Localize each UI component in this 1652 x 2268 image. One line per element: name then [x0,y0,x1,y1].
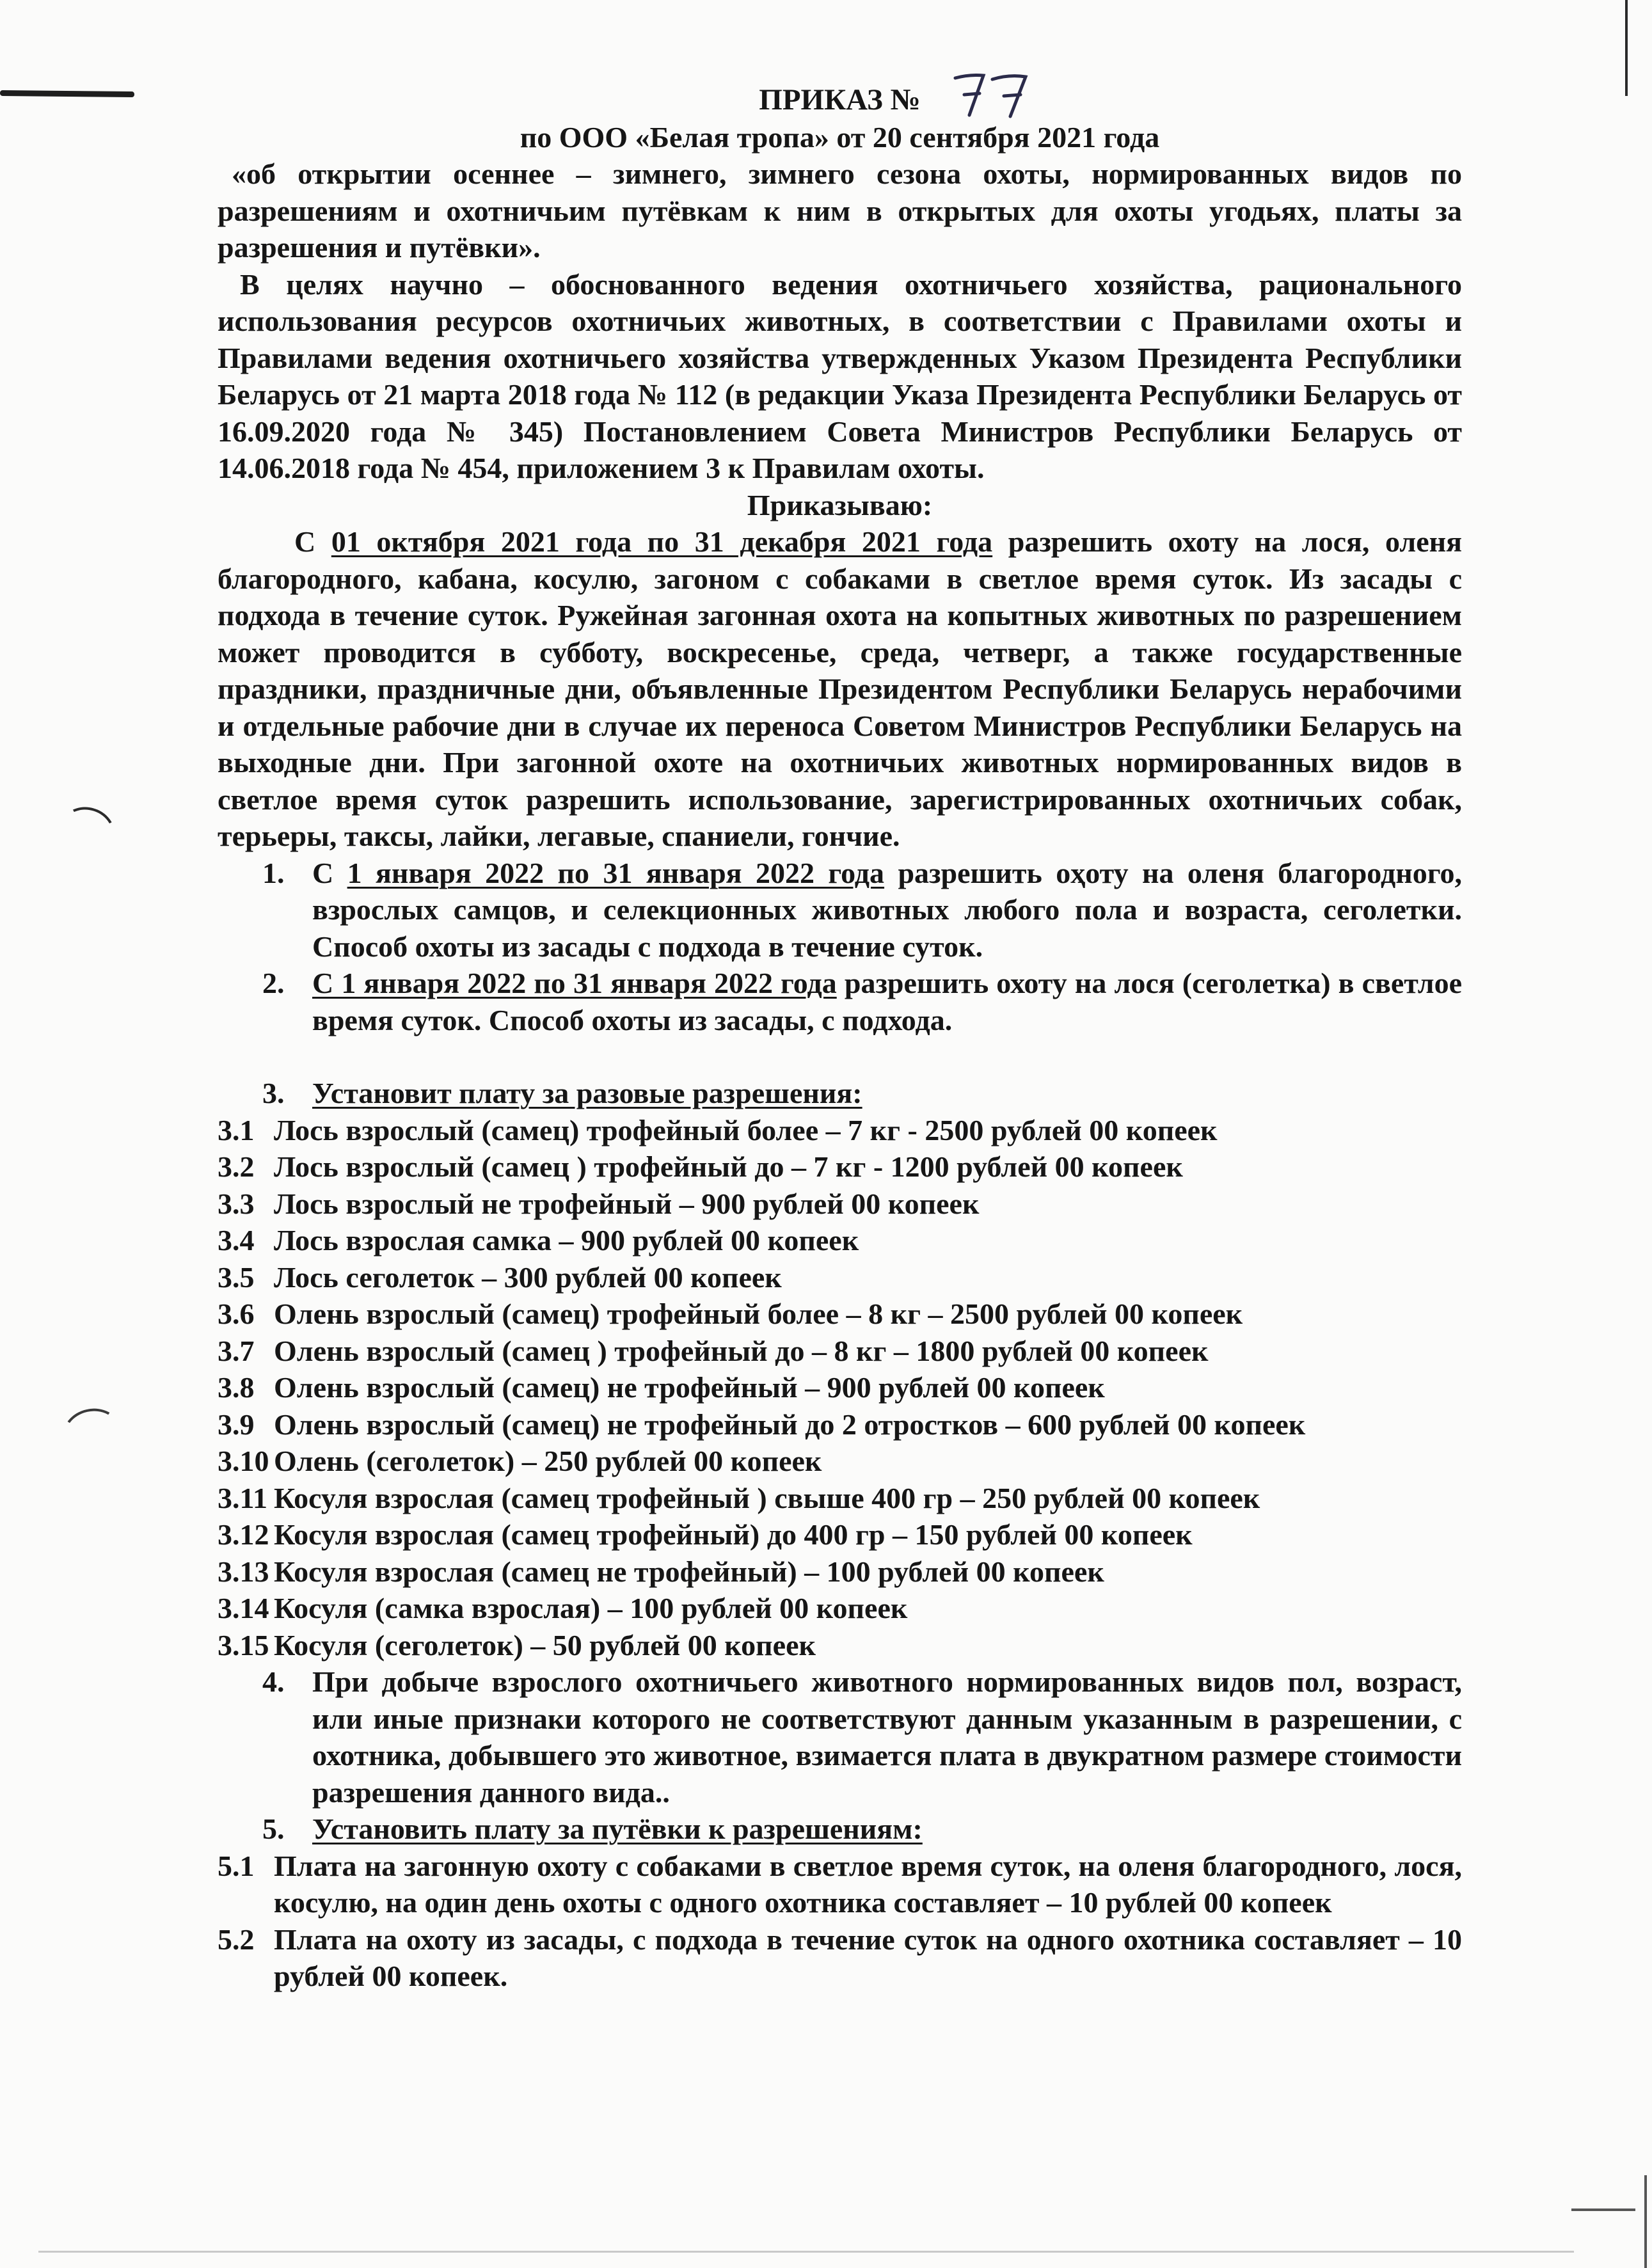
main-period: 01 октября 2021 года по 31 декабря 2021 года [331,525,993,558]
scan-edge-mark [1571,2209,1635,2211]
price-row [218,1259,1462,1296]
price-row [218,1406,1462,1443]
scan-pen-mark [0,90,134,97]
price-row [218,1296,1462,1333]
price-number: 3.1 [218,1113,255,1146]
voucher-text: Плата на загонную охоту с собаками в светлое время суток, на оленя благородного, лося, косулю, на один день охоты с одного охотника составляет – 10 рублей 00 копеек [274,1849,1462,1919]
price-row [218,1333,1462,1370]
scan-edge-mark [1625,0,1638,96]
item-number: 3. [262,1077,285,1109]
item-number: 2. [262,967,285,999]
preamble-paragraph: В целях научно – обоснованного ведения охотничьего хозяйства, рационального использования ресурсов охотничьих животных, в соответствии с Правилами охоты и Правилами ведения охотничьего хозяйства утвержденных Указом Президента Республики Беларусь от 21 марта 2018 года № 112 (в редакции Указа Президента Республики Беларусь от 16.09.2020 года № 345) Постановлением Совета Министров Республики Беларусь от 14.06.2018 года № 454, приложением 3 к Правилам охоты. [218,267,1462,484]
order-word: Приказываю: [747,488,933,521]
section-3-heading [218,1075,1462,1112]
section-heading-text: Установит плату за разовые разрешения: [312,1077,862,1109]
price-text: Олень взрослый (самец) трофейный более – 8 кг – 2500 рублей 00 копеек [274,1297,1243,1330]
price-number: 3.7 [218,1334,255,1367]
price-number: 3.14 [218,1592,269,1624]
item-number: 4. [262,1665,285,1698]
price-row [218,1627,1462,1664]
price-number: 3.5 [218,1260,255,1294]
price-row [218,1590,1462,1627]
price-row [218,1369,1462,1406]
item-prefix: С [312,856,347,889]
price-row [218,1148,1462,1186]
item-text: разрешить охоту на лося (сеголетка) в светлое время суток. Способ охоты из засады, с подхода. [312,967,1462,1036]
punch-hole-mark [58,1403,126,1464]
price-text: Косуля взрослая (самец не трофейный) – 100 рублей 00 копеек [274,1555,1104,1588]
section-heading-text: Установить плату за путёвки к разрешениям: [312,1812,923,1845]
main-prefix: С [294,525,331,558]
punch-hole-mark [52,800,122,864]
scan-edge-mark [38,2251,1574,2253]
price-number: 3.6 [218,1297,255,1330]
price-number: 3.13 [218,1555,269,1588]
price-text: Лось взрослый (самец ) трофейный до – 7 кг - 1200 рублей 00 копеек [274,1150,1183,1183]
price-row [218,1222,1462,1259]
document-subject: «об открытии осеннее – зимнего, зимнего сезона охоты, нормированных видов по разрешениям и охотничьим путёвкам к ним в открытых для охоты угодьях, платы за разрешения и путёвки». [218,157,1462,264]
item-period: С 1 января 2022 по 31 января 2022 года [312,967,837,999]
price-text: Олень взрослый (самец) не трофейный до 2 отростков – 600 рублей 00 копеек [274,1408,1306,1441]
price-row [218,1186,1462,1223]
title-text: ПРИКАЗ № [759,83,921,116]
price-text: Лось взрослая самка – 900 рублей 00 копеек [274,1224,859,1257]
main-text: разрешить охоту на лося, оленя благородного, кабана, косулю, загоном с собаками в светлое время суток. Из засады с подхода в течение суток. Ружейная загонная охота на копытных животных по разрешением может проводится в субботу, воскресенье, среда, четверг, а также государственные праздники, праздничные дни, объявленные Президентом Республики Беларусь нерабочими и отдельные рабочие дни в случае их переноса Советом Министров Республики Беларусь на выходные дни. При загонной охоте на охотничьих животных нормированных видов в светлое время суток разрешить использование, зарегистрированных охотничьих собак, терьеры, таксы, лайки, легавые, спаниели, гончие. [218,525,1462,852]
voucher-number: 5.1 [218,1849,255,1882]
price-number: 3.8 [218,1371,255,1404]
voucher-number: 5.2 [218,1923,255,1956]
price-text: Косуля взрослая (самец трофейный) до 400 гр – 150 рублей 00 копеек [274,1518,1193,1551]
list-item [218,855,1462,965]
price-number: 3.10 [218,1445,269,1477]
price-text: Лось сеголеток – 300 рублей 00 копеек [274,1260,782,1294]
price-text: Косуля (сеголеток) – 50 рублей 00 копеек [274,1628,816,1661]
price-text: Косуля взрослая (самец трофейный ) свыше 400 гр – 250 рублей 00 копеек [274,1481,1260,1514]
item-text: разрешить оҳоту на оленя благородного, взрослых самцов, и селекционных животных любого пола и возраста, сеголетки. Способ охоты из засады с подхода в течение суток. [312,856,1462,963]
spacer [218,1038,1462,1075]
item-number: 5. [262,1812,285,1845]
voucher-row [218,1921,1462,1995]
item-period: 1 января 2022 по 31 января 2022 года [347,856,885,889]
list-item [218,1663,1462,1811]
document-title [218,82,1462,119]
price-row [218,1516,1462,1553]
order-document [218,82,1462,1995]
item-number: 1. [262,856,285,889]
price-text: Лось взрослый не трофейный – 900 рублей 00 копеек [274,1187,980,1220]
main-paragraph [218,523,1462,855]
item-text: При добыче взрослого охотничьего животного нормированных видов пол, возраст, или иные признаки которого не соответствуют данным указанным в разрешении, с охотника, добывшего это животное, взимается плата в двукратном размере стоимости разрешения данного вида.. [312,1665,1462,1809]
handwritten-number [950,69,1033,120]
price-number: 3.2 [218,1150,255,1183]
voucher-row [218,1848,1462,1921]
voucher-text: Плата на охоту из засады, с подхода в течение суток на одного охотника составляет – 10 рублей 00 копеек. [274,1923,1462,1992]
voucher-list [218,1848,1462,1995]
price-number: 3.9 [218,1408,255,1441]
price-row [218,1443,1462,1480]
price-number: 3.11 [218,1481,267,1514]
price-row [218,1480,1462,1517]
price-number: 3.12 [218,1518,269,1551]
list-item [218,965,1462,1038]
price-number: 3.15 [218,1628,269,1661]
scan-edge-mark [1644,2175,1647,2268]
price-text: Олень взрослый (самец) не трофейный – 900 рублей 00 копеек [274,1371,1105,1404]
price-text: Олень взрослый (самец ) трофейный до – 8 кг – 1800 рублей 00 копеек [274,1334,1209,1367]
price-row [218,1112,1462,1149]
price-number: 3.4 [218,1224,255,1257]
price-text: Олень (сеголеток) – 250 рублей 00 копеек [274,1445,822,1477]
price-number: 3.3 [218,1187,255,1220]
document-subtitle: по ООО «Белая тропа» от 20 сентября 2021 года [520,120,1160,154]
section-5-heading [218,1811,1462,1848]
price-text: Косуля (самка взрослая) – 100 рублей 00 копеек [274,1592,908,1624]
price-text: Лось взрослый (самец) трофейный более – 7 кг - 2500 рублей 00 копеек [274,1113,1218,1146]
price-row [218,1553,1462,1590]
price-list [218,1112,1462,1664]
